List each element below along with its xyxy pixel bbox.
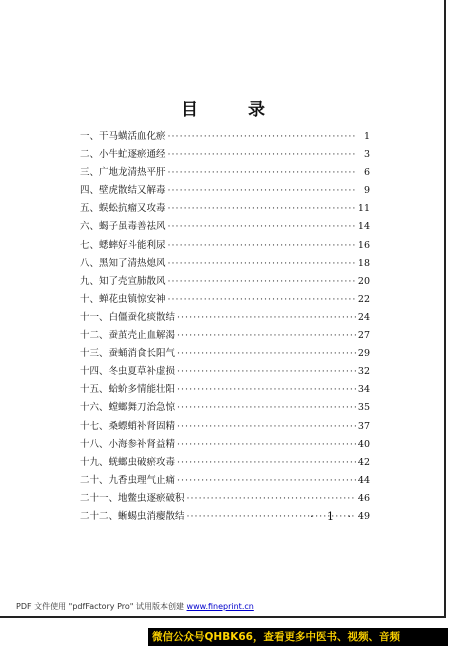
toc-entry-page: 29 (357, 348, 370, 360)
toc-entry[interactable] (80, 490, 370, 508)
toc-leader-dots (168, 149, 356, 160)
toc-entry-title: 十三、蚕蛹消食长阳气 (80, 348, 176, 360)
toc-entry[interactable] (80, 454, 370, 472)
toc-leader-dots (187, 493, 356, 504)
toc-entry-title: 十四、冬虫夏草补虚损 (80, 366, 176, 378)
toc-entry[interactable] (80, 345, 370, 363)
toc-entry-page: 34 (357, 384, 370, 396)
toc-entry-title: 十七、桑螵蛸补肾固精 (80, 420, 176, 432)
toc-entry[interactable] (80, 291, 370, 309)
toc-leader-dots (177, 475, 356, 486)
toc-entry-title: 八、黑知了清热熄风 (80, 257, 166, 269)
toc-entry[interactable] (80, 363, 370, 381)
toc-entry[interactable] (80, 327, 370, 345)
toc-entry[interactable] (80, 218, 370, 236)
toc-leader-dots (177, 330, 356, 341)
toc-entry[interactable] (80, 309, 370, 327)
toc-leader-dots (177, 312, 356, 323)
toc-entry-page: 18 (357, 257, 370, 269)
toc-entry-page: 40 (357, 438, 370, 450)
toc-entry-page: 37 (357, 420, 370, 432)
toc-entry-page: 9 (363, 185, 370, 197)
toc-leader-dots (177, 402, 356, 413)
toc-leader-dots (168, 276, 356, 287)
toc-entry-page: 11 (357, 203, 370, 215)
toc-leader-dots (168, 185, 356, 196)
toc-leader-dots (168, 203, 356, 214)
toc-entry-title: 十一、白僵蚕化痰散结 (80, 311, 176, 323)
toc-entry-title: 十五、蛤蚧多情能壮阳 (80, 384, 176, 396)
toc-entry[interactable] (80, 399, 370, 417)
toc-entry[interactable] (80, 255, 370, 273)
toc-entry-page: 20 (357, 275, 370, 287)
toc-entry[interactable] (80, 182, 370, 200)
toc-entry[interactable] (80, 436, 370, 454)
page-number: · 1 · (310, 510, 356, 523)
toc-entry-page: 27 (357, 330, 370, 342)
toc-entry-title: 十八、小海参补肾益精 (80, 438, 176, 450)
watermark-banner: 微信公众号QHBK66，查看更多中医书、视频、音频 (148, 628, 448, 646)
toc-leader-dots (168, 294, 356, 305)
toc-entry-page: 14 (357, 221, 370, 233)
toc-entry[interactable] (80, 273, 370, 291)
toc-leader-dots (177, 421, 356, 432)
toc-leader-dots (177, 384, 356, 395)
toc-leader-dots (168, 221, 356, 232)
toc-entry[interactable] (80, 200, 370, 218)
toc-entry-title: 十九、蜣螂虫破瘀攻毒 (80, 456, 176, 468)
toc-entry-title: 六、蝎子虽毒善祛风 (80, 221, 166, 233)
toc-leader-dots (177, 457, 356, 468)
toc-entry[interactable] (80, 237, 370, 255)
toc-leader-dots (168, 240, 356, 251)
toc-entry-page: 44 (357, 474, 370, 486)
toc-entry-title: 三、广地龙清热平肝 (80, 167, 166, 179)
toc-entry[interactable] (80, 146, 370, 164)
pdf-footer-note (16, 601, 254, 612)
toc-leader-dots (168, 167, 356, 178)
toc-entry-title: 五、蜈蚣抗瘤又攻毒 (80, 203, 166, 215)
toc-entry-page: 42 (357, 456, 370, 468)
toc-entry-title: 四、壁虎散结又解毒 (80, 185, 166, 197)
toc-entry-title: 十、蝉花虫镇惊安神 (80, 293, 166, 305)
fineprint-link[interactable]: www.fineprint.cn (186, 602, 254, 611)
toc-leader-dots (177, 348, 356, 359)
toc-leader-dots (177, 439, 356, 450)
toc-entry-title: 二、小牛虻逐瘀通经 (80, 149, 166, 161)
toc-leader-dots (168, 131, 356, 142)
toc-entry-page: 3 (363, 149, 370, 161)
toc-entry-title: 九、知了壳宣肺散风 (80, 275, 166, 287)
toc-entry-title: 二十、九香虫理气止痛 (80, 474, 176, 486)
toc-entry-page: 49 (357, 510, 370, 522)
toc-entry[interactable] (80, 418, 370, 436)
toc-leader-dots (168, 258, 356, 269)
pdf-footer-text: PDF 文件使用 "pdfFactory Pro" 试用版本创建 (16, 602, 187, 611)
toc-entry[interactable] (80, 472, 370, 490)
toc-entry-title: 十二、蚕茧壳止血解渴 (80, 330, 176, 342)
toc-leader-dots (177, 366, 356, 377)
toc-entry-page: 35 (357, 402, 370, 414)
toc-entry[interactable] (80, 381, 370, 399)
table-of-contents (80, 128, 370, 526)
toc-entry-page: 22 (357, 293, 370, 305)
toc-entry-page: 1 (363, 131, 370, 142)
toc-entry-page: 32 (357, 366, 370, 378)
toc-entry[interactable] (80, 164, 370, 182)
toc-entry-page: 6 (363, 167, 370, 179)
toc-entry-title: 二十一、地鳖虫逐瘀破积 (80, 492, 185, 504)
toc-entry-page: 46 (357, 492, 370, 504)
toc-entry-title: 二十二、蜥蜴虫消瘿散结 (80, 510, 185, 522)
toc-entry-title: 一、干马蟥活血化瘀 (80, 131, 166, 142)
toc-entry-title: 十六、螳螂舞刀治急惊 (80, 402, 176, 414)
toc-entry[interactable] (80, 128, 370, 146)
toc-entry-page: 24 (357, 311, 370, 323)
page-title: 目 录 (181, 100, 287, 120)
toc-entry-page: 16 (357, 239, 370, 251)
toc-entry-title: 七、蟋蟀好斗能利尿 (80, 239, 166, 251)
